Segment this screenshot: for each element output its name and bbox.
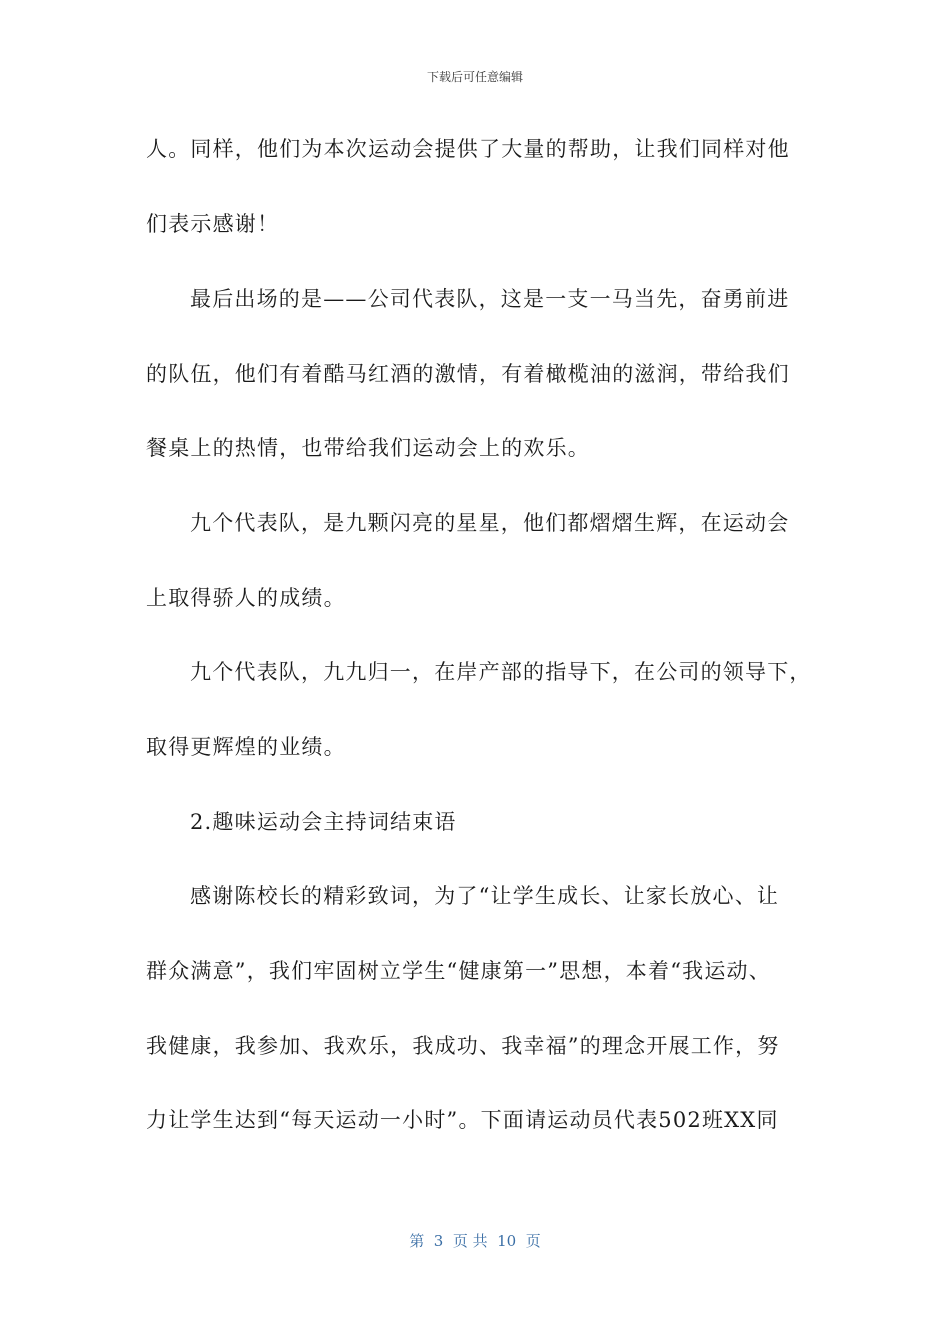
paragraph-line: 感谢陈校长的精彩致词，为了“让学生成长、让家长放心、让 bbox=[190, 884, 780, 908]
paragraph-line: 九个代表队，九九归一，在岸产部的指导下，在公司的领导下， bbox=[190, 660, 812, 684]
paragraph-line: 人。同样，他们为本次运动会提供了大量的帮助，让我们同样对他 bbox=[146, 137, 790, 161]
section-heading: 2.趣味运动会主持词结束语 bbox=[190, 810, 457, 834]
paragraph-line: 最后出场的是——公司代表队，这是一支一马当先，奋勇前进 bbox=[190, 287, 790, 311]
paragraph-line: 九个代表队，是九颗闪亮的星星，他们都熠熠生辉，在运动会 bbox=[190, 511, 790, 535]
page-header: 下载后可任意编辑 bbox=[426, 70, 523, 84]
paragraph-line: 群众满意”，我们牢固树立学生“健康第一”思想，本着“我运动、 bbox=[146, 959, 771, 983]
paragraph-line: 取得更辉煌的业绩。 bbox=[146, 735, 346, 759]
paragraph-line: 我健康，我参加、我欢乐，我成功、我幸福”的理念开展工作，努 bbox=[146, 1034, 780, 1058]
paragraph-line: 们表示感谢！ bbox=[146, 212, 280, 236]
page-footer: 第 3 页 共 10 页 bbox=[409, 1232, 541, 1250]
paragraph-line: 力让学生达到“每天运动一小时”。下面请运动员代表502班XX同 bbox=[146, 1108, 779, 1132]
paragraph-line: 上取得骄人的成绩。 bbox=[146, 586, 346, 610]
paragraph-line: 餐桌上的热情，也带给我们运动会上的欢乐。 bbox=[146, 436, 590, 460]
paragraph-line: 的队伍，他们有着酷马红酒的激情，有着橄榄油的滋润，带给我们 bbox=[146, 362, 790, 386]
